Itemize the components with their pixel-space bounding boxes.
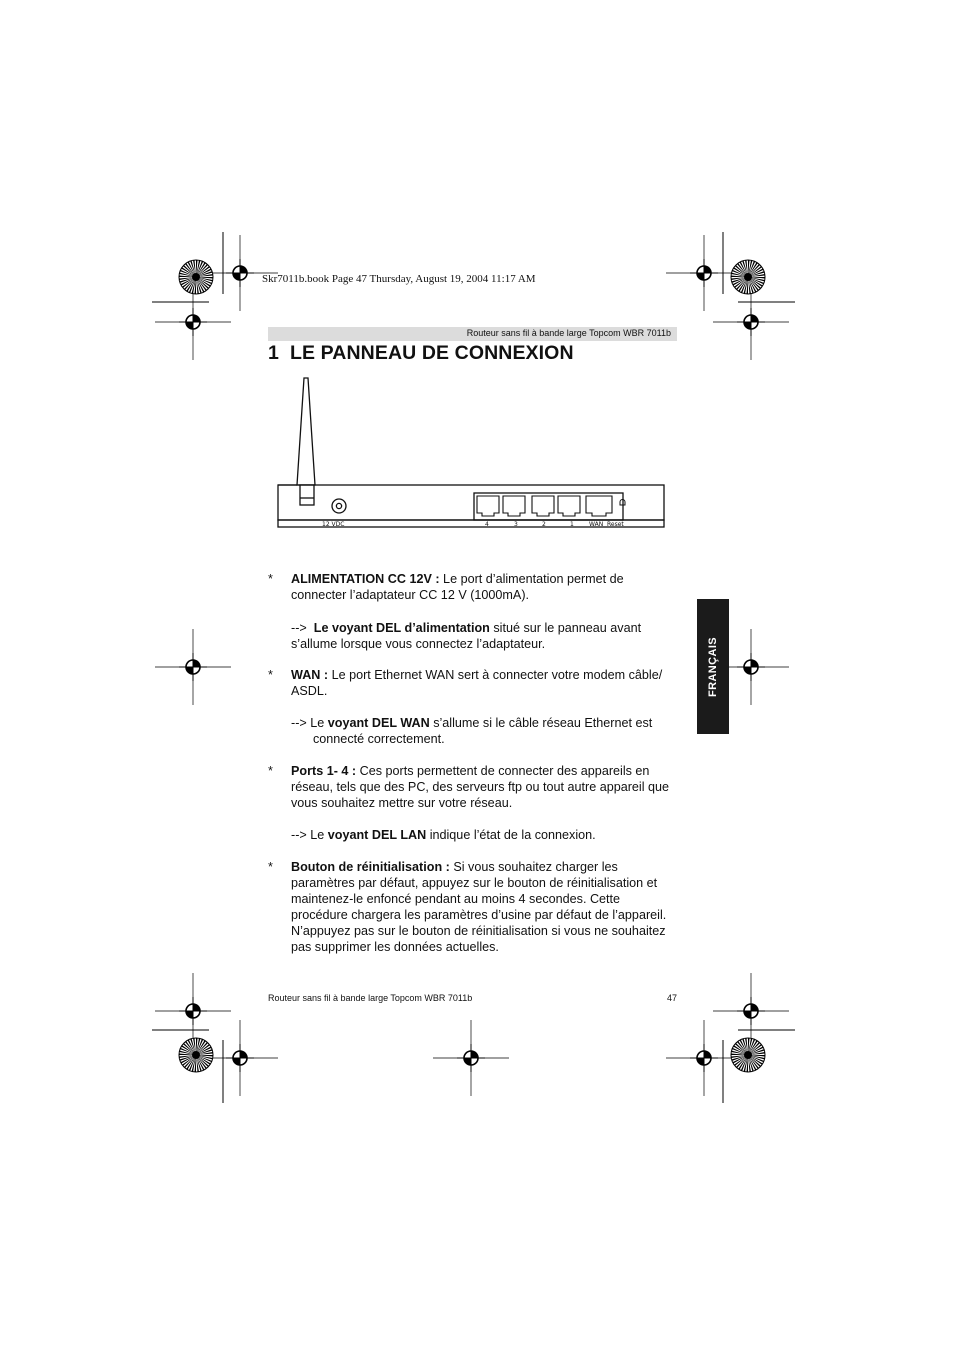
page-title <box>268 342 574 365</box>
file-slug: Skr7011b.book Page 47 Thursday, August 19, 2004 11:17 AM <box>262 273 536 285</box>
label-power: 12 VDC <box>322 521 345 528</box>
language-tab-label: FRANÇAIS <box>707 636 719 697</box>
item-power-led: --> Le voyant DEL d’alimentation situé sur le panneau avant s’allume lorsque vous connectez l’adaptateur. <box>291 621 642 651</box>
item-lan-led: --> Le voyant DEL LAN indique l’état de la connexion. <box>291 828 596 842</box>
label-port-1: 1 <box>570 521 574 528</box>
section-title: LE PANNEAU DE CONNEXION <box>290 342 574 364</box>
label-port-3: 3 <box>514 521 518 528</box>
antenna <box>297 378 315 485</box>
power-port <box>332 499 346 513</box>
running-header <box>268 327 677 341</box>
bullet-marker: * <box>268 668 273 682</box>
star-target <box>731 1038 765 1072</box>
star-target <box>731 260 765 294</box>
router-back-panel-figure <box>275 372 670 534</box>
item-reset: Bouton de réinitialisation : Si vous souhaitez charger les paramètres par défaut, appuyez sur le bouton de réinitialisation et maintenez-le enfoncé pendant au moins 4 secondes. Cette procédure chargera les paramètres d’usine par défaut de l’appareil. N’appuyez pas sur le bouton de réinitialisation si vous ne souhaitez pas supprimer les données actuelles. <box>291 860 667 954</box>
item-wan-led: --> Le voyant DEL WAN s’allume si le câble réseau Ethernet est connecté correctement. <box>291 716 653 746</box>
antenna-base <box>300 485 314 505</box>
star-target <box>179 1038 213 1072</box>
label-wan: WAN <box>589 521 604 528</box>
lan-ports <box>477 496 580 516</box>
running-header-text: Routeur sans fil à bande large Topcom WBR 7011b <box>466 328 671 338</box>
bullet-marker: * <box>268 764 273 778</box>
page-number: 47 <box>667 993 678 1003</box>
label-reset: Reset <box>607 521 624 528</box>
bullet-marker: * <box>268 572 273 586</box>
section-number: 1 <box>268 342 279 364</box>
item-wan: WAN : Le port Ethernet WAN sert à connecter votre modem câble/ ASDL. <box>291 668 663 698</box>
footer-title: Routeur sans fil à bande large Topcom WBR 7011b <box>268 993 473 1003</box>
language-tab <box>697 599 729 734</box>
label-port-4: 4 <box>485 521 489 528</box>
star-target <box>179 260 213 294</box>
item-power: ALIMENTATION CC 12V : Le port d’alimentation permet de connecter l’adaptateur CC 12 V (1000mA). <box>291 572 624 602</box>
bullet-marker: * <box>268 860 273 874</box>
item-ports: Ports 1- 4 : Ces ports permettent de connecter des appareils en réseau, tels que des PC, des serveurs ftp ou tout autre appareil que vous souhaitez mettre sur votre réseau. <box>291 764 670 810</box>
wan-port <box>586 496 612 516</box>
label-port-2: 2 <box>542 521 546 528</box>
